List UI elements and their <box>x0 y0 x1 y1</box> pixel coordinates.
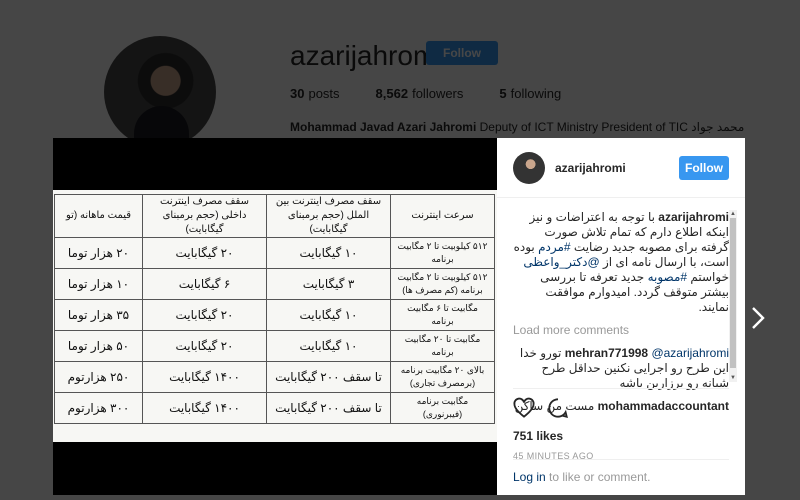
author-username[interactable]: azarijahromi <box>555 160 626 175</box>
table-cell: ۱۴۰۰ گیگابایت <box>143 362 267 393</box>
table-cell: ۵۱۲ کیلوبیت تا ۲ مگابیت برنامه (کم مصرف ها) <box>391 269 495 300</box>
table-cell: مگابیت برنامه (فیبرنوری) <box>391 393 495 424</box>
table-cell: ۳ گیگابایت <box>267 269 391 300</box>
table-cell: ۲۰ هزار توما <box>55 238 143 269</box>
table-row <box>55 238 495 269</box>
follow-button[interactable]: Follow <box>679 156 729 180</box>
hashtag[interactable]: #مصوبه <box>647 270 688 284</box>
comment-username[interactable]: mohammadaccountant <box>597 399 729 413</box>
post-sidebar <box>497 138 745 495</box>
table-cell: ۱۰ گیگابایت <box>267 238 391 269</box>
heart-icon[interactable] <box>513 398 535 423</box>
mention[interactable]: @azarijahromi <box>651 346 729 360</box>
table-cell: تا سقف ۲۰۰ گیگابایت <box>267 362 391 393</box>
comments-list[interactable] <box>513 210 729 413</box>
table-cell: ۱۰ هزار توما <box>55 269 143 300</box>
post-header <box>497 138 745 198</box>
tariff-table <box>54 194 495 424</box>
table-header-cell: سرعت اینترنت <box>391 195 495 238</box>
tariff-document <box>53 190 497 442</box>
comment-username[interactable]: mehran771998 <box>564 346 649 360</box>
comment: mehran771998 @azarijahromi تورو خدا این طرح رو اجرایی نکنین حداقل طرح شبانه رو برزارین باشه <box>519 346 729 390</box>
table-row <box>55 331 495 362</box>
login-prompt: Log in to like or comment. <box>513 459 729 484</box>
scroll-down-icon[interactable]: ▼ <box>730 375 736 381</box>
caption-username[interactable]: azarijahromi <box>658 210 729 224</box>
mention[interactable]: @دکتر_واعظی <box>523 255 600 269</box>
table-cell: ۱۰ گیگابایت <box>267 331 391 362</box>
likes-count[interactable]: 751 likes <box>513 429 564 443</box>
table-cell: ۲۵۰ هزارتوم <box>55 362 143 393</box>
next-post-arrow-icon[interactable] <box>748 305 768 331</box>
hashtag[interactable]: #مردم <box>538 240 571 254</box>
table-cell: تا سقف ۲۰۰ گیگابایت <box>267 393 391 424</box>
table-cell: ۶ گیگابایت <box>143 269 267 300</box>
table-header-cell: قیمت ماهانه (تو <box>55 195 143 238</box>
author-avatar[interactable] <box>513 152 545 184</box>
table-cell: مگابیت تا ۶ مگابیت برنامه <box>391 300 495 331</box>
post-actions <box>513 388 729 461</box>
post-modal <box>53 138 745 495</box>
table-cell: بالای ۲۰ مگابیت برنامه (برمصرف تجاری) <box>391 362 495 393</box>
table-cell: مگابیت تا ۲۰ مگابیت برنامه <box>391 331 495 362</box>
caption: azarijahromi با توجه به اعتراضات و نیز اینکه اطلاع دارم که تمام تلاش صورت گرفته برای مصوبه جدید رضایت #مردم بوده است، با ارسال نامه ای از @دکتر_واعظی خواستم #مصوبه جدید تعرفه تا بررسی بیشتر متوقف گردد. امیدوارم موافقت نمایند. <box>513 210 729 314</box>
login-link[interactable]: Log in <box>513 470 546 484</box>
table-cell: ۱۰ گیگابایت <box>267 300 391 331</box>
table-header-cell: سقف مصرف اینترنت داخلی (حجم برمبنای گیگابایت) <box>143 195 267 238</box>
table-cell: ۳۵ هزار توما <box>55 300 143 331</box>
comment: mohammadaccountant مست من ساکن <box>514 399 729 413</box>
table-row <box>55 300 495 331</box>
post-timestamp: 45 MINUTES AGO <box>513 451 594 461</box>
table-row <box>55 393 495 424</box>
table-cell: ۳۰۰ هزارتوم <box>55 393 143 424</box>
table-cell: ۲۰ گیگابایت <box>143 238 267 269</box>
table-cell: ۵۱۲ کیلوبیت تا ۲ مگابیت برنامه <box>391 238 495 269</box>
table-cell: ۲۰ گیگابایت <box>143 331 267 362</box>
comments-scrollbar[interactable] <box>729 210 737 382</box>
table-cell: ۵۰ هزار توما <box>55 331 143 362</box>
table-header-cell: سقف مصرف اینترنت بین الملل (حجم برمبنای گیگابایت) <box>267 195 391 238</box>
scroll-up-icon[interactable]: ▲ <box>730 211 736 217</box>
table-row <box>55 269 495 300</box>
comment-icon[interactable] <box>547 397 569 424</box>
table-row <box>55 362 495 393</box>
scrollbar-thumb[interactable] <box>730 218 736 368</box>
load-more-comments[interactable]: Load more comments <box>513 323 630 337</box>
post-image[interactable] <box>53 138 497 495</box>
table-cell: ۲۰ گیگابایت <box>143 300 267 331</box>
table-cell: ۱۴۰۰ گیگابایت <box>143 393 267 424</box>
